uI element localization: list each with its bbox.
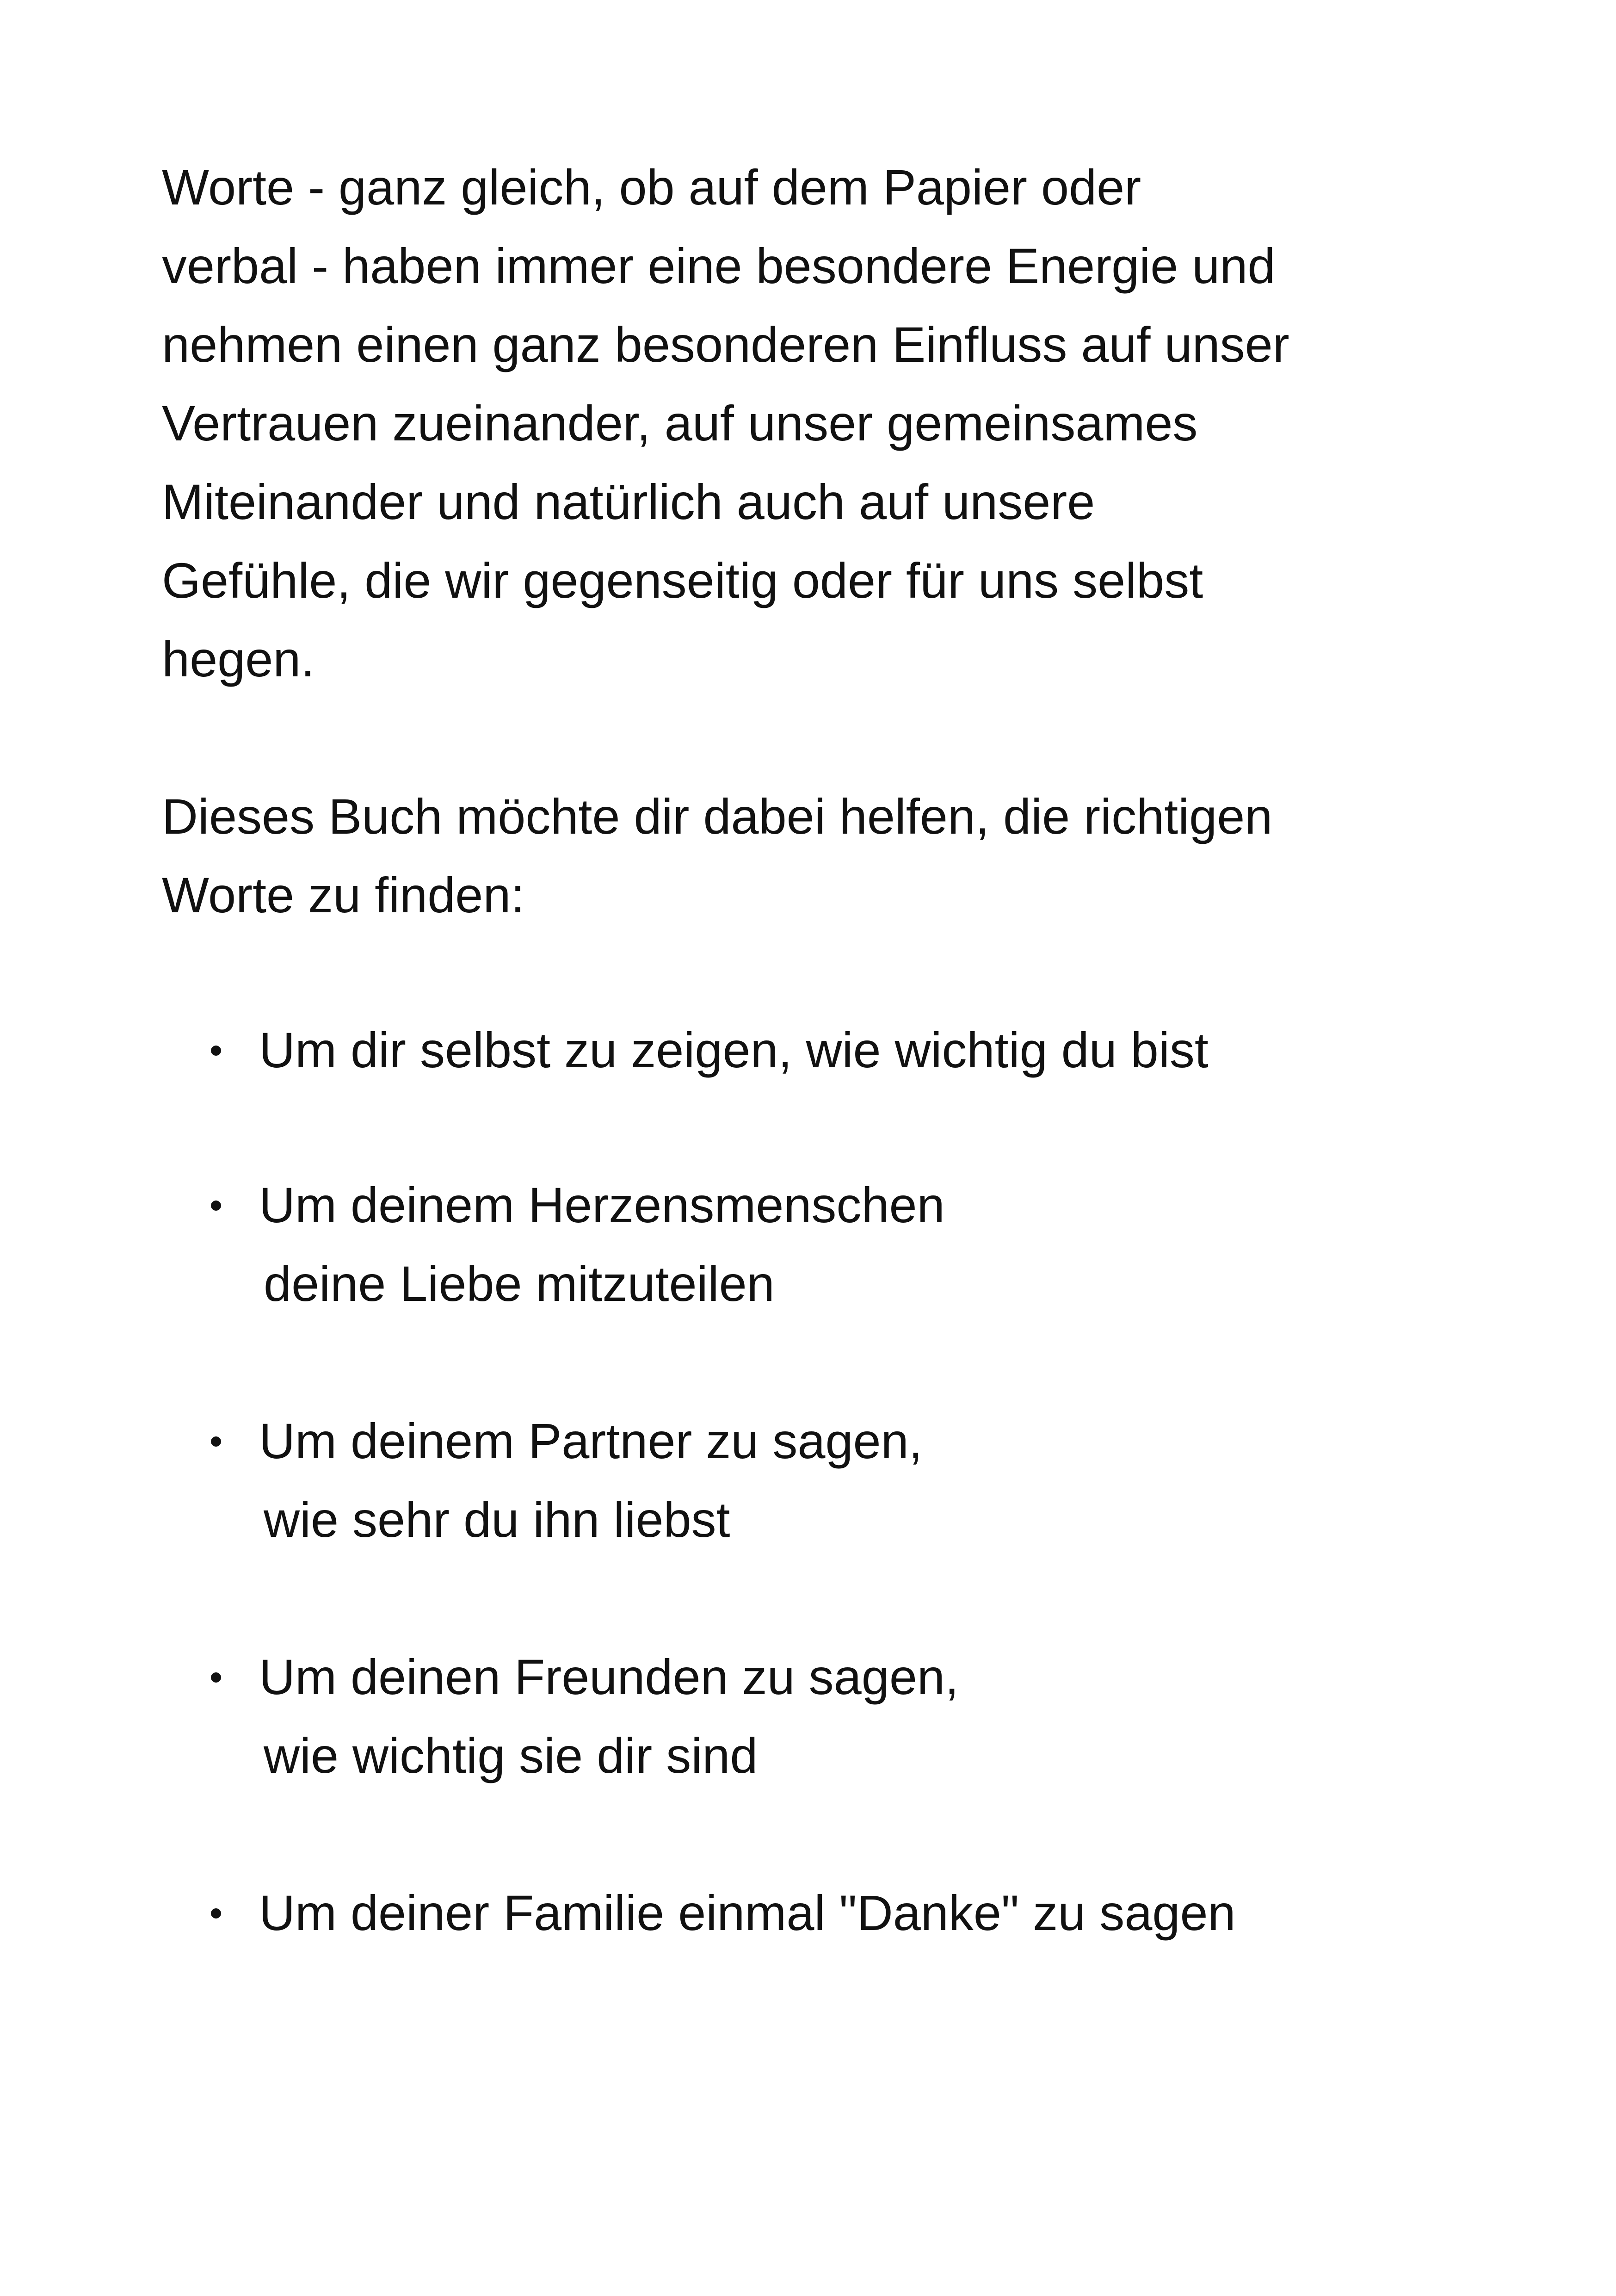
intro-line: Miteinander und natürlich auch auf unsere [162, 474, 1095, 530]
lead-line: Dieses Buch möchte dir dabei helfen, die richtigen [162, 788, 1273, 844]
intro-line: Gefühle, die wir gegenseitig oder für uns selbst [162, 552, 1203, 608]
list-item-text: Um deinem Herzensmenschen [259, 1177, 945, 1233]
intro-line: Vertrauen zueinander, auf unser gemeinsames [162, 395, 1198, 451]
list-item-text: Um deiner Familie einmal "Danke" zu sagen [259, 1885, 1236, 1941]
intro-line: nehmen einen ganz besonderen Einfluss auf unser [162, 316, 1289, 372]
intro-line: verbal - haben immer eine besondere Energie und [162, 238, 1276, 294]
bullet-icon [211, 1672, 221, 1683]
list-item-text: Um deinem Partner zu sagen, [259, 1413, 923, 1469]
list-item-text-continued: deine Liebe mitzuteilen [264, 1256, 775, 1312]
lead-line: Worte zu finden: [162, 867, 525, 923]
bullet-icon [211, 1908, 221, 1918]
list-item-text: Um deinen Freunden zu sagen, [259, 1649, 959, 1705]
intro-line: hegen. [162, 631, 315, 687]
bullet-icon [211, 1201, 221, 1211]
bullet-icon [211, 1436, 221, 1447]
list-item-text-continued: wie wichtig sie dir sind [264, 1727, 758, 1783]
intro-line: Worte - ganz gleich, ob auf dem Papier oder [162, 159, 1141, 215]
list-item-text-continued: wie sehr du ihn liebst [264, 1491, 730, 1547]
list-item-text: Um dir selbst zu zeigen, wie wichtig du bist [259, 1022, 1209, 1078]
bullet-icon [211, 1046, 221, 1056]
